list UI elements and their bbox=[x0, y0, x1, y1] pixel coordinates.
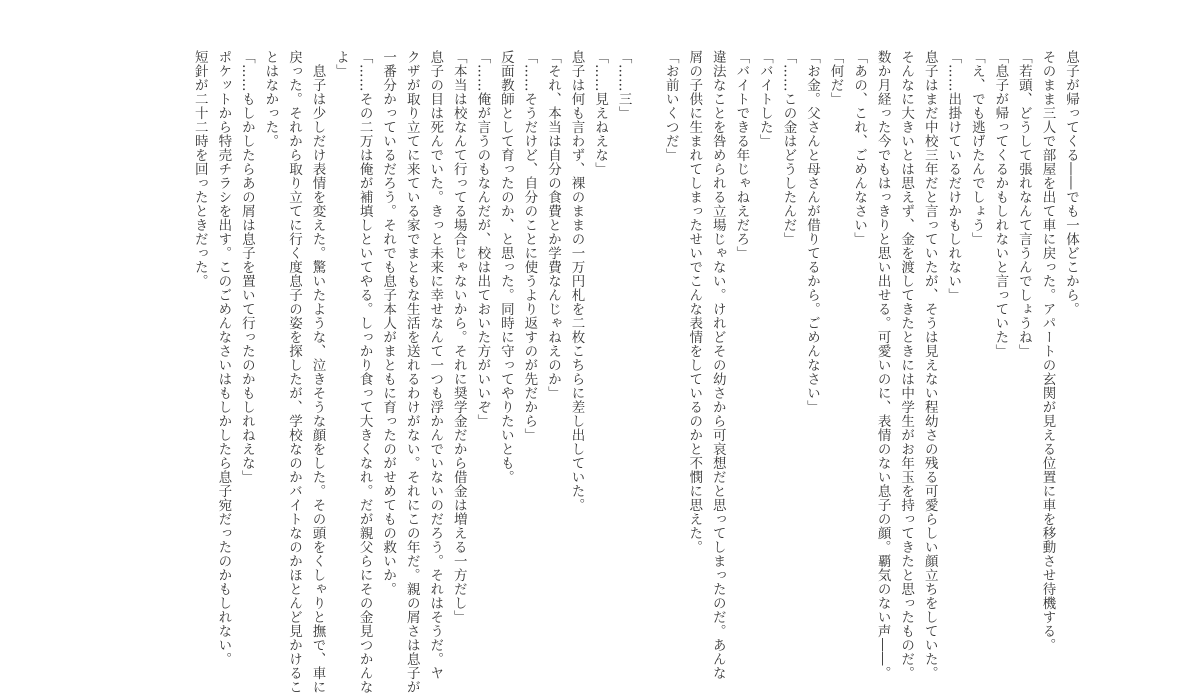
text-line: よ」 bbox=[333, 50, 350, 78]
text-line: そんなに大きいとは思えず、金を渡してきたときには中学生がお年玉を持ってきたと思ったものだ。 bbox=[898, 50, 915, 680]
text-line: 「……出掛けているだけかもしれない」 bbox=[945, 50, 962, 302]
text-line: 屑の子供に生まれてしまったせいでこんな表情をしているのかと不憫に思えた。 bbox=[686, 50, 703, 554]
text-line: クザが取り立てに来ている家でまともな生活を送れるわけがない。それにこの年だ。親の屑さは息子が bbox=[403, 50, 420, 694]
text-line: 「バイトした」 bbox=[756, 50, 773, 148]
text-line: 「息子が帰ってくるかもしれないと言っていた」 bbox=[992, 50, 1009, 358]
text-line: 数か月経った今でもはっきりと思い出せる。可愛いのに、表情のない息子の顔。覇気のない声――。 bbox=[874, 50, 891, 680]
text-line: 「え、でも逃げたんでしょう」 bbox=[968, 50, 985, 246]
text-line: 短針が二十二時を回ったときだった。 bbox=[191, 50, 208, 288]
text-line: 息子が帰ってくる――でも一体どこから。 bbox=[1063, 50, 1079, 316]
text-line: 「……見えねえな」 bbox=[592, 50, 609, 176]
text-line: 息子の目は死んでいた。きっと未来に幸せなんて一つも浮かんでいないのだろう。それはそうだ。ヤ bbox=[427, 50, 444, 680]
text-line: 「お金。父さんと母さんが借りてるから。ごめんなさい」 bbox=[803, 50, 820, 414]
text-line: とはなかった。 bbox=[262, 50, 279, 148]
text-line: 「若頭、どうして張れなんて言うんでしょうね」 bbox=[1015, 50, 1032, 358]
text-line: 「本当は校なんて行ってる場合じゃないから。それに奨学金だから借金は増える一方だし」 bbox=[450, 50, 467, 624]
text-line: 戻った。それから取り立てに行く度息子の姿を探したが、学校なのかバイトなのかほとんど見かけるこ bbox=[285, 50, 302, 694]
text-line: 「……もしかしたらあの屑は息子を置いて行ったのかもしれねえな」 bbox=[238, 50, 255, 484]
text-line: 「……三」 bbox=[615, 50, 632, 120]
text-line: 「……その二万は俺が補填しといてやる。しっかり食って大きくなれ。だが親父らにその金見つかんな bbox=[356, 50, 373, 694]
text-line: 「それ、本当は自分の食費とか学費なんじゃねえのか」 bbox=[544, 50, 561, 400]
text-line: 反面教師として育ったのか、と思った。同時に守ってやりたいとも。 bbox=[497, 50, 514, 484]
text-line: そのまま三人で部屋を出て車に戻った。アパートの玄関が見える位置に車を移動させ待機する。 bbox=[1039, 50, 1056, 652]
text-line: 「何だ」 bbox=[827, 50, 844, 106]
text-line: 「……そうだけど、自分のことに使うより返すのが先だから」 bbox=[521, 50, 538, 442]
text-line: ポケットから特売チラシを出す。このごめんなさいはもしかしたら息子宛だったのかもしれない。 bbox=[215, 50, 232, 666]
text-line: 「バイトできる年じゃねえだろ」 bbox=[733, 50, 750, 260]
text-line: 「あの、これ、ごめんなさい」 bbox=[851, 50, 868, 246]
text-line: 「……この金はどうしたんだ」 bbox=[780, 50, 797, 246]
text-line: 違法なことを咎められる立場じゃない。けれどその幼さから可哀想だと思ってしまったのだ。あんな bbox=[709, 50, 726, 680]
text-line bbox=[635, 50, 659, 670]
text-line: 「お前いくつだ」 bbox=[662, 50, 679, 162]
vertical-novel-text bbox=[187, 50, 1082, 694]
text-line: 「……俺が言うのもなんだが、校は出ておいた方がいいぞ」 bbox=[474, 50, 491, 428]
text-line: 息子は少しだけ表情を変えた。驚いたような、泣きそうな顔をした。その頭をくしゃりと撫で、車に bbox=[309, 50, 326, 694]
text-line: 息子は何も言わず、裸のままの一万円札を二枚こちらに差し出していた。 bbox=[568, 50, 585, 512]
text-line: 息子はまだ中校三年だと言っていたが、そうは見えない程幼さの残る可愛らしい顔立ちをしていた。 bbox=[921, 50, 938, 680]
text-line: 一番分かっているだろう。それでも息子本人がまともに育ったのがせめてもの救いか。 bbox=[380, 50, 397, 596]
